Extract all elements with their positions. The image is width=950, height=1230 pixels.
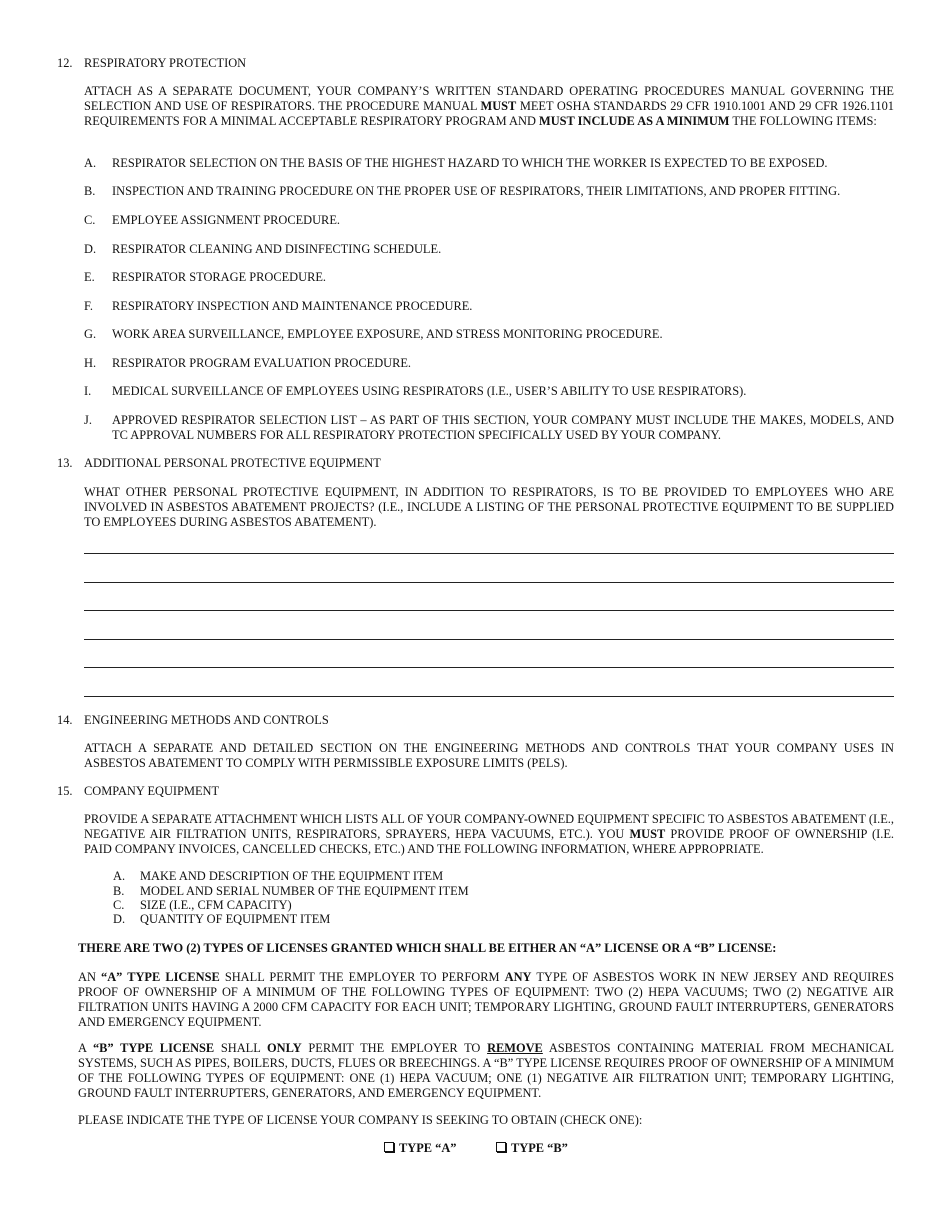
- list-item-text: RESPIRATOR CLEANING AND DISINFECTING SCHEDULE.: [112, 242, 442, 256]
- list-item-text: MAKE AND DESCRIPTION OF THE EQUIPMENT ITEM: [140, 869, 444, 883]
- b-text-3: PERMIT THE EMPLOYER TO: [301, 1041, 488, 1055]
- answer-line[interactable]: [84, 553, 894, 554]
- list-item-letter: C.: [84, 213, 96, 227]
- list-item-text: RESPIRATOR STORAGE PROCEDURE.: [112, 270, 327, 284]
- intro-text-1: ATTACH AS A SEPARATE DOCUMENT, YOUR COMPANY’S WRITTEN STANDARD OPERATING PROCEDURES MANUAL GOVERNING THE SELECTION AND USE OF RESPIRATORS. THE PROCEDURE MANUAL: [84, 84, 894, 113]
- list-item-letter: F.: [84, 299, 93, 313]
- list-item-text: EMPLOYEE ASSIGNMENT PROCEDURE.: [112, 213, 340, 227]
- section-13-number: 13.: [57, 456, 73, 470]
- list-item-letter: H.: [84, 356, 97, 370]
- list-item-letter: A.: [84, 156, 97, 170]
- list-item-letter: D.: [84, 242, 97, 256]
- list-item-text: RESPIRATORY INSPECTION AND MAINTENANCE PROCEDURE.: [112, 299, 473, 313]
- a-bold-license: “A” TYPE LICENSE: [101, 970, 220, 984]
- type-b-checkbox[interactable]: [496, 1142, 506, 1152]
- answer-line[interactable]: [84, 582, 894, 583]
- b-bold-license: “B” TYPE LICENSE: [92, 1041, 215, 1055]
- answer-line[interactable]: [84, 639, 894, 640]
- b-bold-remove: REMOVE: [487, 1041, 543, 1055]
- b-bold-only: ONLY: [267, 1041, 302, 1055]
- list-item-letter: B.: [113, 884, 125, 898]
- list-item-letter: C.: [113, 898, 125, 912]
- license-b-description: [78, 1041, 894, 1101]
- a-text-1: AN: [78, 970, 101, 984]
- license-option-a[interactable]: [384, 1141, 456, 1156]
- b-text-2: SHALL: [214, 1041, 268, 1055]
- body-text-2: PROVIDE PROOF OF OWNERSHIP (I.E. PAID COMPANY INVOICES, CANCELLED CHECKS, ETC.) AND THE FOLLOWING INFORMATION, WHERE APPROPRIATE.: [84, 826, 894, 856]
- list-item-text: WORK AREA SURVEILLANCE, EMPLOYEE EXPOSURE, AND STRESS MONITORING PROCEDURE.: [112, 327, 663, 341]
- type-a-checkbox[interactable]: [384, 1142, 394, 1152]
- intro-bold-minimum: MUST INCLUDE AS A MINIMUM: [539, 113, 730, 128]
- section-12-number: 12.: [57, 56, 73, 70]
- body-bold-must: MUST: [629, 826, 666, 841]
- section-14-body: ATTACH A SEPARATE AND DETAILED SECTION ON THE ENGINEERING METHODS AND CONTROLS THAT YOUR COMPANY USES IN ASBESTOS ABATEMENT TO COMPLY WITH PERMISSIBLE EXPOSURE LIMITS (PELS).: [84, 741, 894, 770]
- b-text-1: A: [78, 1041, 93, 1055]
- list-item-text: MODEL AND SERIAL NUMBER OF THE EQUIPMENT ITEM: [140, 884, 469, 898]
- section-12-intro: [84, 84, 894, 129]
- list-item-letter: D.: [113, 912, 126, 926]
- a-bold-any: ANY: [504, 970, 532, 984]
- intro-text-3: THE FOLLOWING ITEMS:: [729, 113, 877, 128]
- list-item-text: APPROVED RESPIRATOR SELECTION LIST – AS PART OF THIS SECTION, YOUR COMPANY MUST INCLUDE THE MAKES, MODELS, AND TC APPROVAL NUMBERS FOR ALL RESPIRATORY PROTECTION SPECIFICALLY USED BY YOUR COMPANY.: [112, 413, 894, 442]
- list-item-text: QUANTITY OF EQUIPMENT ITEM: [140, 912, 331, 926]
- section-12-title: RESPIRATORY PROTECTION: [84, 56, 247, 70]
- list-item-text: RESPIRATOR PROGRAM EVALUATION PROCEDURE.: [112, 356, 412, 370]
- a-text-2: SHALL PERMIT THE EMPLOYER TO PERFORM: [219, 970, 505, 984]
- answer-line[interactable]: [84, 696, 894, 697]
- list-item-letter: J.: [84, 413, 92, 427]
- b-text-4: ASBESTOS CONTAINING MATERIAL FROM MECHANICAL SYSTEMS, SUCH AS PIPES, BOILERS, DUCTS, FLUES OR BREECHINGS. A “B” TYPE LICENSE REQUIRES PROOF OF OWNERSHIP OF A MINIMUM OF THE FOLLOWING TYPES OF EQUIPMENT: ONE (1) HEPA VACUUM; ONE (1) NEGATIVE AIR FILTRATION UNIT; TEMPORARY LIGHTING, GROUND FAULT INTERRUPTERS, GENERATORS, AND EMERGENCY EQUIPMENT.: [78, 1041, 894, 1100]
- section-15-number: 15.: [57, 784, 73, 798]
- list-item-text: MEDICAL SURVEILLANCE OF EMPLOYEES USING RESPIRATORS (I.E., USER’S ABILITY TO USE RESPIRATORS).: [112, 384, 747, 398]
- list-item-letter: G.: [84, 327, 97, 341]
- section-13-title: ADDITIONAL PERSONAL PROTECTIVE EQUIPMENT: [84, 456, 381, 470]
- license-types-heading: THERE ARE TWO (2) TYPES OF LICENSES GRANTED WHICH SHALL BE EITHER AN “A” LICENSE OR A “B” LICENSE:: [78, 941, 777, 955]
- license-option-b[interactable]: [496, 1141, 568, 1156]
- type-b-label: TYPE “B”: [511, 1141, 568, 1155]
- body-text-1: PROVIDE A SEPARATE ATTACHMENT WHICH LISTS ALL OF YOUR COMPANY-OWNED EQUIPMENT SPECIFIC TO ASBESTOS ABATEMENT (I.E., NEGATIVE AIR FILTRATION UNITS, RESPIRATORS, SPRAYERS, HEPA VACUUMS, ETC.). YOU: [84, 812, 894, 841]
- section-15-title: COMPANY EQUIPMENT: [84, 784, 220, 798]
- list-item-letter: E.: [84, 270, 95, 284]
- type-a-label: TYPE “A”: [399, 1141, 457, 1155]
- section-14-title: ENGINEERING METHODS AND CONTROLS: [84, 713, 329, 727]
- list-item-letter: A.: [113, 869, 126, 883]
- list-item-letter: B.: [84, 184, 96, 198]
- section-14-number: 14.: [57, 713, 73, 727]
- list-item-letter: I.: [84, 384, 92, 398]
- license-type-prompt: PLEASE INDICATE THE TYPE OF LICENSE YOUR COMPANY IS SEEKING TO OBTAIN (CHECK ONE):: [78, 1113, 643, 1127]
- license-a-description: [78, 970, 894, 1030]
- intro-bold-must: MUST: [480, 98, 517, 113]
- list-item-text: SIZE (I.E., CFM CAPACITY): [140, 898, 292, 912]
- section-15-body: [84, 812, 894, 857]
- list-item-text: INSPECTION AND TRAINING PROCEDURE ON THE PROPER USE OF RESPIRATORS, THEIR LIMITATIONS, AND PROPER FITTING.: [112, 184, 841, 198]
- intro-text-2: MEET OSHA STANDARDS 29 CFR 1910.1001 AND 29 CFR 1926.1101 REQUIREMENTS FOR A MINIMAL ACCEPTABLE RESPIRATORY PROGRAM AND: [84, 98, 894, 128]
- answer-line[interactable]: [84, 610, 894, 611]
- a-text-3: TYPE OF ASBESTOS WORK IN NEW JERSEY AND REQUIRES PROOF OF OWNERSHIP OF A MINIMUM OF THE FOLLOWING TYPES OF EQUIPMENT: TWO (2) HEPA VACUUMS; TWO (2) NEGATIVE AIR FILTRATION UNITS HAVING A 2000 CFM CAPACITY FOR EACH UNIT; TEMPORARY LIGHTING, GROUND FAULT INTERRUPTERS, GENERATORS AND EMERGENCY EQUIPMENT.: [78, 970, 894, 1029]
- answer-line[interactable]: [84, 667, 894, 668]
- list-item-text: RESPIRATOR SELECTION ON THE BASIS OF THE HIGHEST HAZARD TO WHICH THE WORKER IS EXPECTED TO BE EXPOSED.: [112, 156, 828, 170]
- section-13-body: WHAT OTHER PERSONAL PROTECTIVE EQUIPMENT, IN ADDITION TO RESPIRATORS, IS TO BE PROVIDED TO EMPLOYEES WHO ARE INVOLVED IN ASBESTOS ABATEMENT PROJECTS? (I.E., INCLUDE A LISTING OF THE PERSONAL PROTECTIVE EQUIPMENT TO BE SUPPLIED TO EMPLOYEES DURING ASBESTOS ABATEMENT).: [84, 485, 894, 529]
